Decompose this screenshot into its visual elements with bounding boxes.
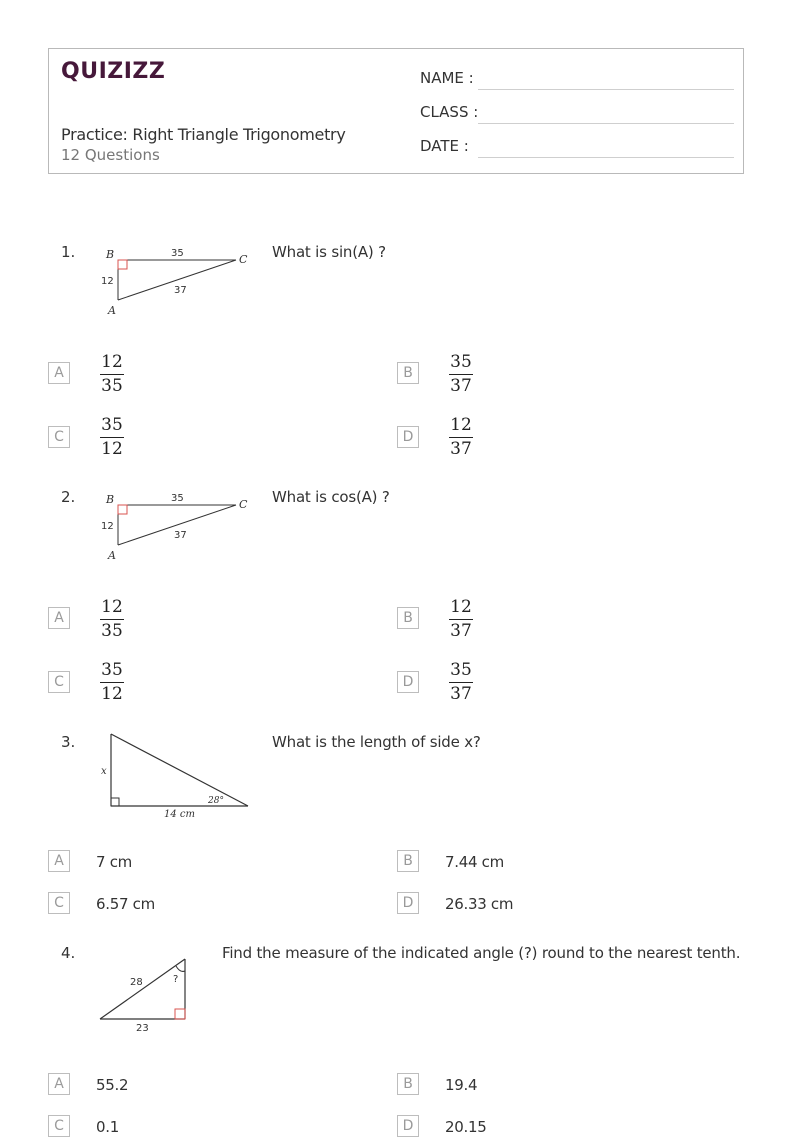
vertex-c-label: C xyxy=(239,498,248,511)
q2-option-c-fraction: 35 12 xyxy=(101,660,123,704)
question-4-figure xyxy=(96,955,192,1037)
question-1-number: 1. xyxy=(61,243,76,261)
vertex-b-label: B xyxy=(106,493,115,506)
q4-option-c-text: 0.1 xyxy=(96,1118,119,1136)
angle-arc xyxy=(176,966,185,971)
date-line xyxy=(478,157,734,158)
q3-option-b-text: 7.44 cm xyxy=(445,853,504,871)
q2-option-d-fraction: 35 37 xyxy=(450,660,472,704)
side-hyp-label: 37 xyxy=(174,530,187,541)
q4-option-d-text: 20.15 xyxy=(445,1118,487,1136)
q1-option-a[interactable]: A xyxy=(48,362,70,384)
angle-label: 28° xyxy=(208,796,224,806)
name-label: NAME : xyxy=(420,69,474,87)
worksheet-title: Practice: Right Triangle Trigonometry xyxy=(61,125,346,144)
right-angle-mark xyxy=(111,798,119,806)
q4-option-a[interactable]: A xyxy=(48,1073,70,1095)
vertex-c-label: C xyxy=(239,253,248,266)
vertex-a-label: A xyxy=(108,304,116,317)
q2-option-b-fraction: 12 37 xyxy=(450,597,472,641)
question-3-text: What is the length of side x? xyxy=(272,733,481,751)
q3-option-a-text: 7 cm xyxy=(96,853,132,871)
question-1-text: What is sin(A) ? xyxy=(272,243,386,261)
q3-option-d-text: 26.33 cm xyxy=(445,895,514,913)
q4-option-c[interactable]: C xyxy=(48,1115,70,1137)
vertex-b-label: B xyxy=(106,248,115,261)
question-2-text: What is cos(A) ? xyxy=(272,488,390,506)
q1-option-a-fraction: 12 35 xyxy=(101,352,123,396)
q1-option-d[interactable]: D xyxy=(397,426,419,448)
q4-option-b[interactable]: B xyxy=(397,1073,419,1095)
right-angle-mark xyxy=(175,1009,185,1019)
q4-option-a-text: 55.2 xyxy=(96,1076,129,1094)
side-hyp-label: 37 xyxy=(174,285,187,296)
side-hyp-label: 28 xyxy=(130,977,143,988)
question-2-number: 2. xyxy=(61,488,76,506)
angle-question-label: ? xyxy=(173,974,179,985)
class-label: CLASS : xyxy=(420,103,479,121)
name-line xyxy=(478,89,734,90)
q4-option-b-text: 19.4 xyxy=(445,1076,478,1094)
question-1-figure xyxy=(98,244,254,318)
question-4-number: 4. xyxy=(61,944,76,962)
q3-option-a[interactable]: A xyxy=(48,850,70,872)
q3-option-d[interactable]: D xyxy=(397,892,419,914)
q1-option-b-fraction: 35 37 xyxy=(450,352,472,396)
right-angle-mark xyxy=(118,505,127,514)
q2-option-c[interactable]: C xyxy=(48,671,70,693)
q1-option-c[interactable]: C xyxy=(48,426,70,448)
q3-option-b[interactable]: B xyxy=(397,850,419,872)
date-label: DATE : xyxy=(420,137,469,155)
q2-option-d[interactable]: D xyxy=(397,671,419,693)
q3-option-c[interactable]: C xyxy=(48,892,70,914)
vertex-a-label: A xyxy=(108,549,116,562)
q1-option-c-fraction: 35 12 xyxy=(101,415,123,459)
question-3-figure xyxy=(98,728,254,824)
right-angle-mark xyxy=(118,260,127,269)
question-2-figure xyxy=(98,489,254,563)
q1-option-b[interactable]: B xyxy=(397,362,419,384)
question-3-number: 3. xyxy=(61,733,76,751)
q2-option-a-fraction: 12 35 xyxy=(101,597,123,641)
base-label: 14 cm xyxy=(164,809,195,820)
q1-option-d-fraction: 12 37 xyxy=(450,415,472,459)
side-left-label: 12 xyxy=(101,276,114,287)
class-line xyxy=(478,123,734,124)
q3-option-c-text: 6.57 cm xyxy=(96,895,155,913)
quizizz-logo: QUIZIZZ xyxy=(61,59,166,84)
question-count: 12 Questions xyxy=(61,146,160,164)
question-4-text: Find the measure of the indicated angle (?) round to the nearest tenth. xyxy=(222,944,741,962)
q2-option-b[interactable]: B xyxy=(397,607,419,629)
q2-option-a[interactable]: A xyxy=(48,607,70,629)
side-left-label: 12 xyxy=(101,521,114,532)
q4-option-d[interactable]: D xyxy=(397,1115,419,1137)
side-x-label: x xyxy=(101,766,107,777)
side-base-label: 23 xyxy=(136,1023,149,1034)
side-top-label: 35 xyxy=(171,248,184,259)
side-top-label: 35 xyxy=(171,493,184,504)
worksheet-header xyxy=(48,48,744,174)
